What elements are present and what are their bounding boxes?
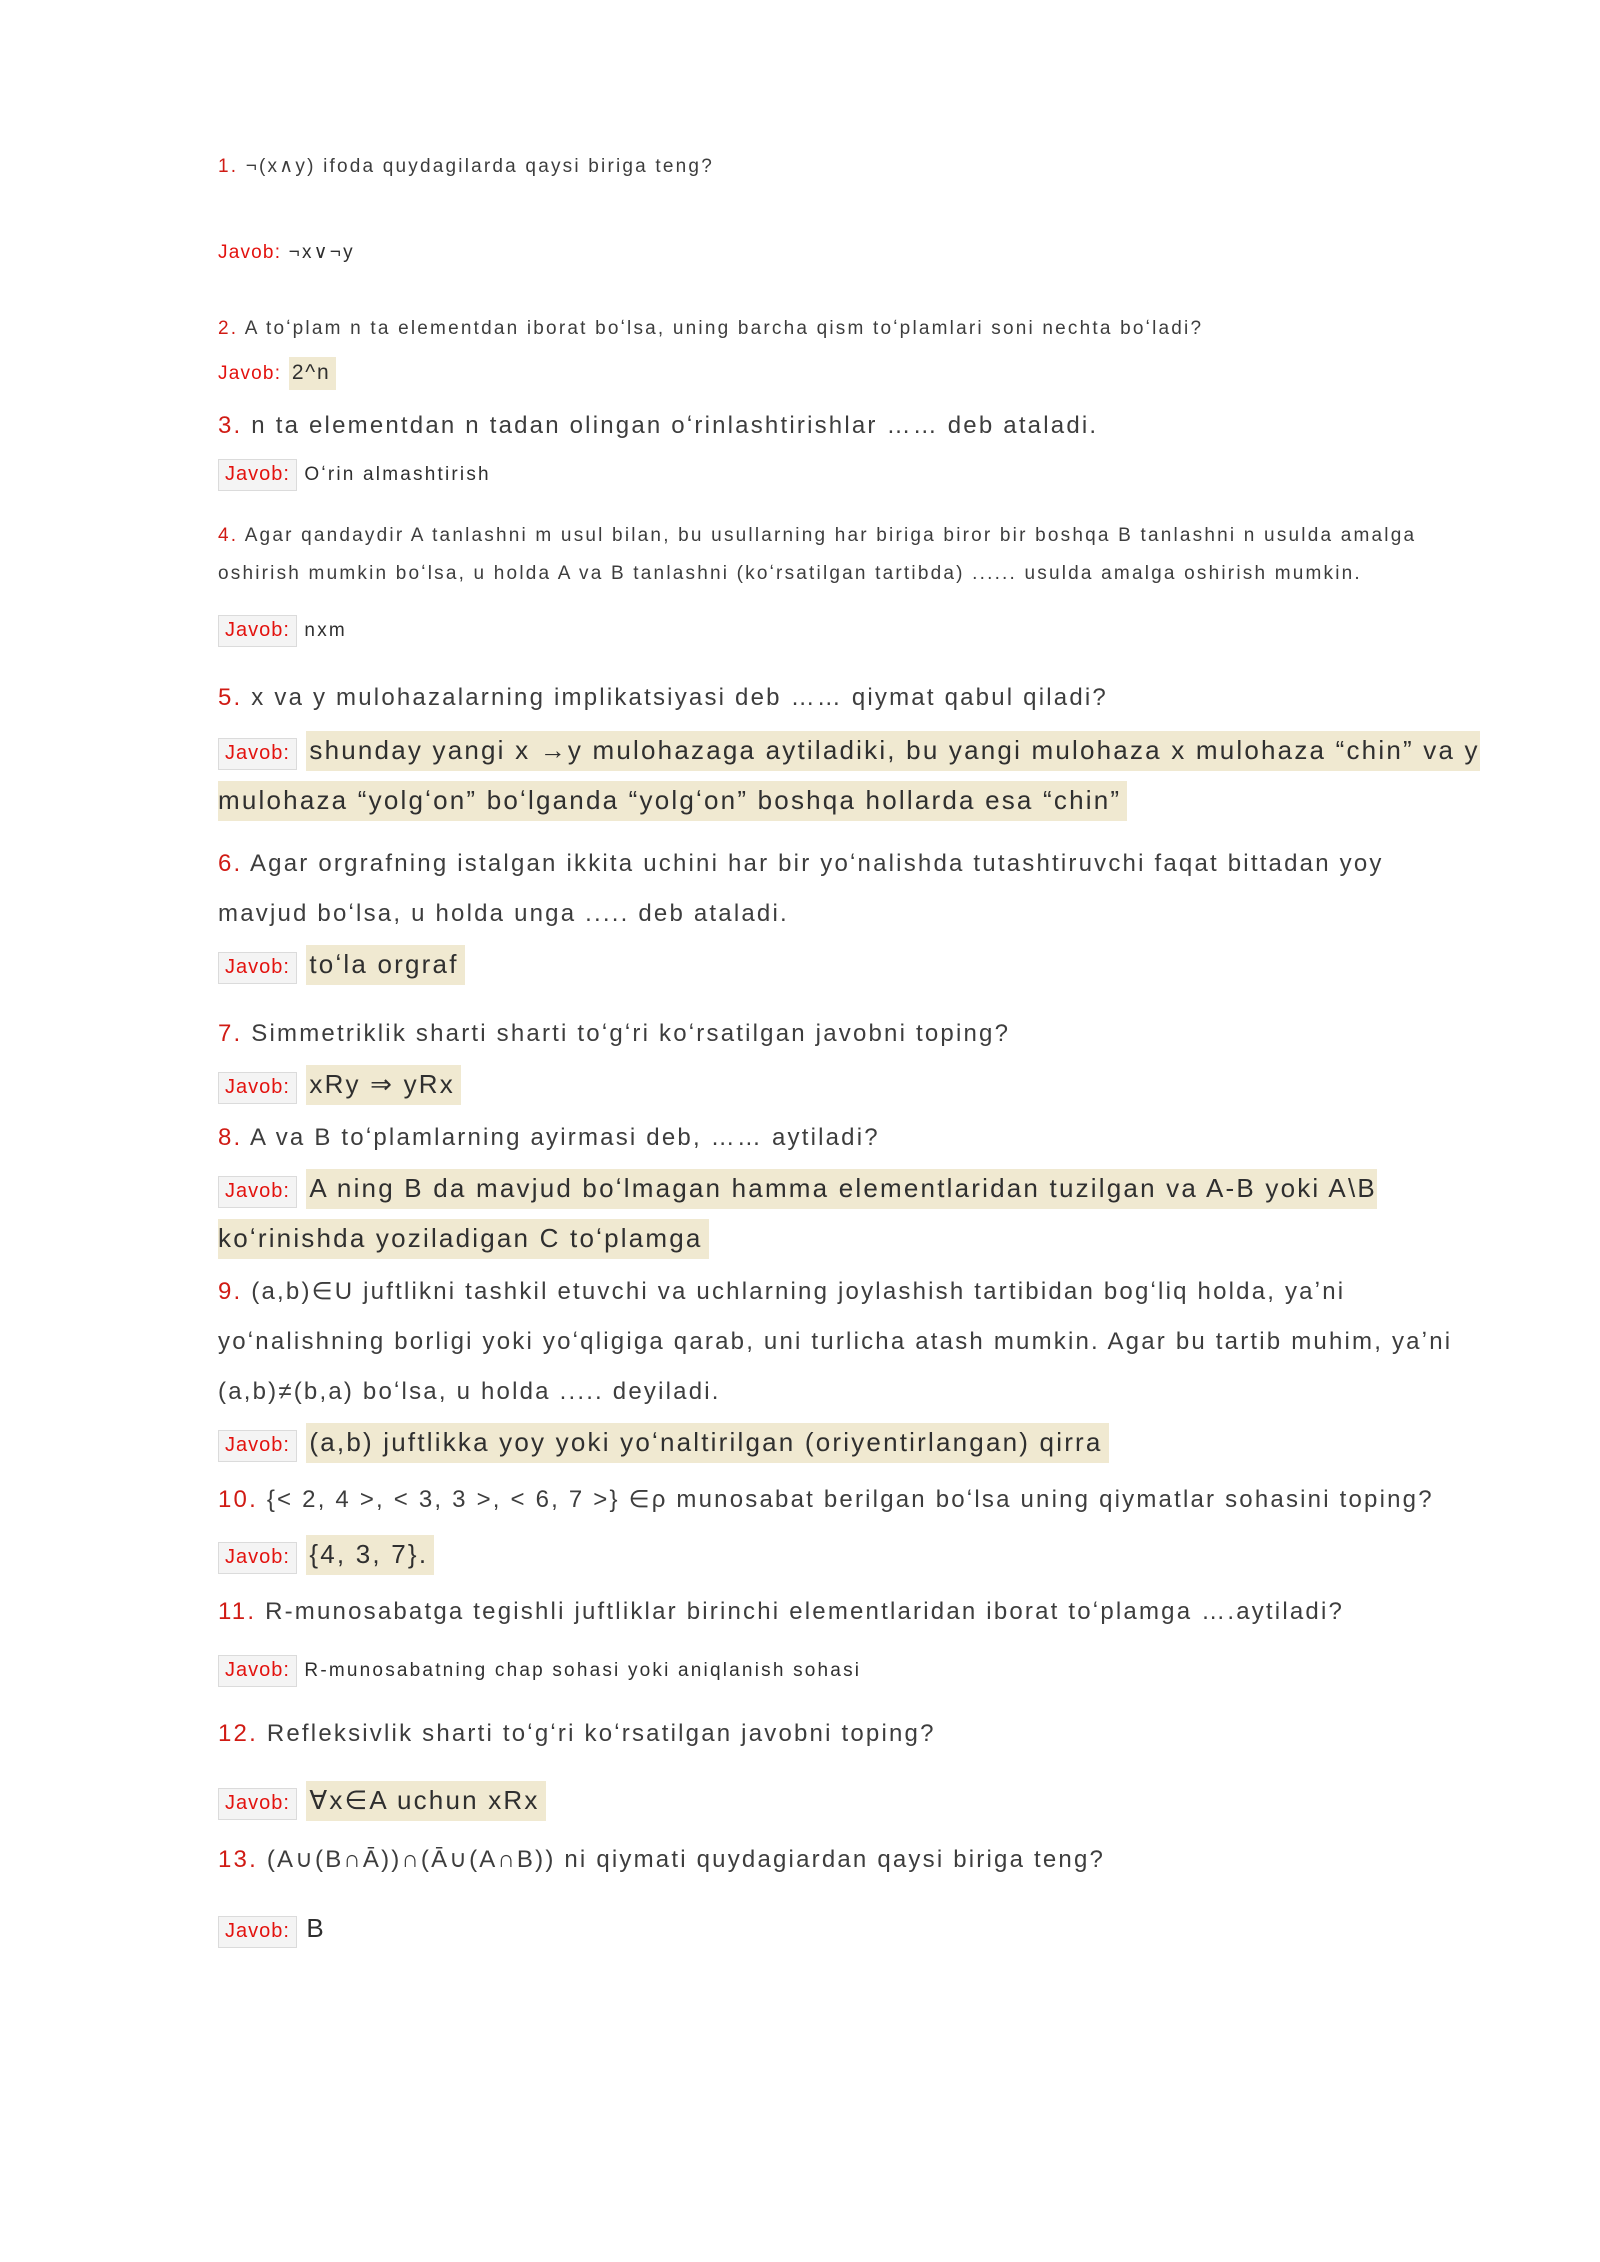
question-text: (a,b)∈U juftlikni tashkil etuvchi va uchlarning joylashish tartibidan bogʻliq holda, yaʼni yoʻnalishning borligi yoki yoʻqligiga qarab, uni turlicha atash mumkin. Agar bu tartib muhim, yaʼni (a,b)≠(b,a) boʻlsa, u holda ..... deyiladi. bbox=[218, 1278, 1453, 1405]
answer-2 bbox=[218, 354, 1480, 393]
question-1 bbox=[218, 148, 1480, 186]
question-number: 2. bbox=[218, 318, 239, 339]
question-text: (A∪(B∩Ā))∩(Ā∪(A∩B)) ni qiymati quydagiardan qaysi biriga teng? bbox=[266, 1846, 1106, 1873]
javob-label: Javob: bbox=[218, 242, 282, 263]
answer-3 bbox=[218, 453, 1480, 497]
question-text: {< 2, 4 >, < 3, 3 >, < 6, 7 >} ∈ρ munosabat berilgan boʻlsa uning qiymatlar sohasini toping? bbox=[266, 1486, 1434, 1513]
question-number: 11. bbox=[218, 1598, 257, 1625]
javob-label: Javob: bbox=[218, 1430, 297, 1462]
question-number: 3. bbox=[218, 412, 243, 439]
javob-label: Javob: bbox=[218, 1655, 297, 1687]
question-text: R-munosabatga tegishli juftliklar birinchi elementlaridan iborat toʻplamga ….aytiladi? bbox=[265, 1598, 1345, 1625]
question-number: 9. bbox=[218, 1278, 243, 1305]
question-number: 6. bbox=[218, 850, 243, 877]
javob-label: Javob: bbox=[218, 952, 297, 984]
question-number: 5. bbox=[218, 684, 243, 711]
question-8 bbox=[218, 1113, 1480, 1163]
question-number: 10. bbox=[218, 1486, 258, 1513]
answer-text: R-munosabatning chap sohasi yoki aniqlanish sohasi bbox=[304, 1660, 862, 1681]
question-text: A toʻplam n ta elementdan iborat boʻlsa, uning barcha qism toʻplamlari soni nechta boʻladi? bbox=[244, 318, 1204, 339]
question-text: Refleksivlik sharti toʻgʻri koʻrsatilgan javobni toping? bbox=[266, 1720, 936, 1747]
answer-8 bbox=[218, 1163, 1480, 1263]
answer-9 bbox=[218, 1417, 1480, 1467]
javob-label: Javob: bbox=[218, 363, 282, 384]
answer-text: nxm bbox=[304, 620, 347, 641]
answer-text: B bbox=[306, 1913, 326, 1943]
answer-text: Oʻrin almashtirish bbox=[304, 464, 491, 485]
answer-text: xRy ⇒ yRx bbox=[306, 1065, 461, 1105]
question-6 bbox=[218, 839, 1480, 939]
javob-label: Javob: bbox=[218, 615, 297, 647]
question-number: 7. bbox=[218, 1020, 243, 1047]
question-text: x va y mulohazalarning implikatsiyasi deb …… qiymat qabul qiladi? bbox=[251, 684, 1108, 711]
question-number: 12. bbox=[218, 1720, 258, 1747]
answer-4 bbox=[218, 609, 1480, 653]
question-text: A va B toʻplamlarning ayirmasi deb, …… aytiladi? bbox=[249, 1124, 880, 1151]
javob-label: Javob: bbox=[218, 738, 297, 770]
question-number: 4. bbox=[218, 525, 239, 546]
question-10 bbox=[218, 1475, 1480, 1525]
question-number: 8. bbox=[218, 1124, 243, 1151]
question-number: 1. bbox=[218, 156, 239, 177]
javob-label: Javob: bbox=[218, 1542, 297, 1574]
javob-label: Javob: bbox=[218, 459, 297, 491]
answer-13 bbox=[218, 1903, 1480, 1953]
javob-label: Javob: bbox=[218, 1916, 297, 1948]
question-text: Agar orgrafning istalgan ikkita uchini har bir yoʻnalishda tutashtiruvchi faqat bittadan yoy mavjud boʻlsa, u holda unga ..... deb ataladi. bbox=[218, 850, 1384, 927]
answer-10 bbox=[218, 1529, 1480, 1579]
question-4 bbox=[218, 517, 1480, 593]
question-text: ¬(x∧y) ifoda quydagilarda qaysi biriga teng? bbox=[245, 156, 714, 177]
question-9 bbox=[218, 1267, 1480, 1417]
answer-5 bbox=[218, 725, 1480, 825]
question-11 bbox=[218, 1587, 1480, 1637]
javob-label: Javob: bbox=[218, 1176, 297, 1208]
answer-text: A ning B da mavjud boʻlmagan hamma elementlaridan tuzilgan va A-B yoki A\B koʻrinishda yoziladigan C toʻplamga bbox=[218, 1169, 1377, 1259]
answer-6 bbox=[218, 939, 1480, 989]
question-text: Agar qandaydir A tanlashni m usul bilan, bu usullarning har biriga biror bir boshqa B tanlashni n usulda amalga oshirish mumkin boʻlsa, u holda A va B tanlashni (koʻrsatilgan tartibda) ...... usulda amalga oshirish mumkin. bbox=[218, 525, 1417, 584]
question-5 bbox=[218, 673, 1480, 723]
answer-text: {4, 3, 7}. bbox=[306, 1535, 434, 1575]
question-text: Simmetriklik sharti sharti toʻgʻri koʻrsatilgan javobni toping? bbox=[251, 1020, 1011, 1047]
javob-label: Javob: bbox=[218, 1788, 297, 1820]
answer-7 bbox=[218, 1059, 1480, 1109]
question-text: n ta elementdan n tadan olingan oʻrinlashtirishlar …… deb ataladi. bbox=[251, 412, 1099, 439]
question-3 bbox=[218, 401, 1480, 451]
answer-12 bbox=[218, 1775, 1480, 1825]
answer-text: ¬x∨¬y bbox=[288, 242, 355, 263]
question-2 bbox=[218, 310, 1480, 348]
answer-text: (a,b) juftlikka yoy yoki yoʻnaltirilgan (oriyentirlangan) qirra bbox=[306, 1423, 1108, 1463]
question-number: 13. bbox=[218, 1846, 258, 1873]
answer-text: ∀x∈A uchun xRx bbox=[306, 1781, 545, 1821]
answer-11 bbox=[218, 1649, 1480, 1693]
answer-text: 2^n bbox=[289, 357, 337, 390]
javob-label: Javob: bbox=[218, 1072, 297, 1104]
answer-1 bbox=[218, 234, 1480, 272]
question-12 bbox=[218, 1709, 1480, 1759]
question-7 bbox=[218, 1009, 1480, 1059]
answer-text: shunday yangi x →y mulohazaga aytiladiki, bu yangi mulohaza x mulohaza “chin” va y mulohaza “yolgʻon” boʻlganda “yolgʻon” boshqa hollarda esa “chin” bbox=[218, 731, 1480, 821]
question-13 bbox=[218, 1835, 1480, 1885]
answer-text: toʻla orgraf bbox=[306, 945, 464, 985]
